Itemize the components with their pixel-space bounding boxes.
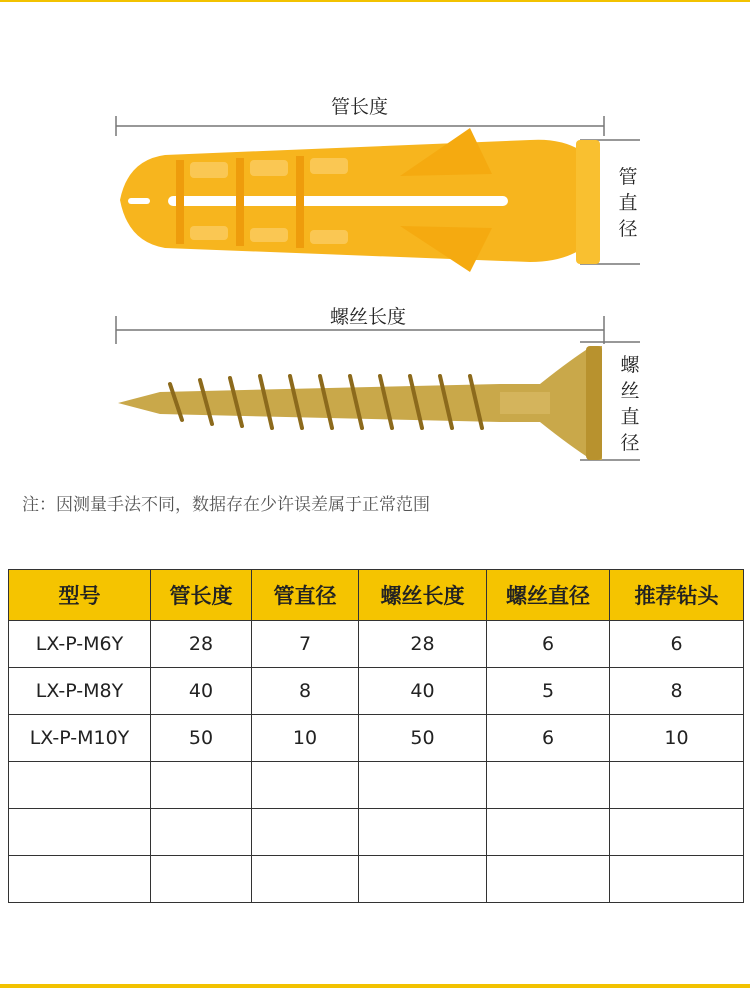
cell-anchor-length: 28	[151, 621, 252, 668]
cell-anchor-diameter: 10	[252, 715, 359, 762]
cell-anchor-diameter: 8	[252, 668, 359, 715]
cell-screw-diameter: 6	[487, 621, 610, 668]
cell-anchor-length	[151, 809, 252, 856]
table-row	[9, 668, 744, 715]
table-row	[9, 715, 744, 762]
cell-anchor-length: 50	[151, 715, 252, 762]
cell-screw-diameter	[487, 762, 610, 809]
cell-screw-length: 28	[359, 621, 487, 668]
cell-anchor-length: 40	[151, 668, 252, 715]
table-row	[9, 621, 744, 668]
header-screw-diameter: 螺丝直径	[487, 570, 610, 621]
cell-model	[9, 762, 151, 809]
header-screw-length: 螺丝长度	[359, 570, 487, 621]
cell-screw-diameter: 5	[487, 668, 610, 715]
anchor-length-dimension	[116, 116, 604, 136]
cell-anchor-diameter	[252, 809, 359, 856]
plastic-anchor-image	[120, 128, 600, 272]
anchor-length-label: 管长度	[331, 96, 389, 118]
cell-model: LX-P-M8Y	[9, 668, 151, 715]
screw-length-label: 螺丝长度	[330, 306, 407, 328]
cell-model: LX-P-M6Y	[9, 621, 151, 668]
header-model: 型号	[9, 570, 151, 621]
table-row	[9, 762, 744, 809]
cell-anchor-length	[151, 856, 252, 903]
cell-drill-bit	[610, 762, 744, 809]
header-drill-bit: 推荐钻头	[610, 570, 744, 621]
bottom-accent-line	[0, 984, 750, 988]
measurement-note: 注：因测量手法不同，数据存在少许误差属于正常范围	[22, 495, 430, 515]
cell-screw-diameter: 6	[487, 715, 610, 762]
cell-screw-length	[359, 809, 487, 856]
cell-anchor-length	[151, 762, 252, 809]
cell-screw-length	[359, 762, 487, 809]
cell-drill-bit: 8	[610, 668, 744, 715]
cell-screw-length: 50	[359, 715, 487, 762]
table-row	[9, 856, 744, 903]
cell-drill-bit: 6	[610, 621, 744, 668]
table-row	[9, 809, 744, 856]
screw-diameter-label: 螺丝直径	[620, 354, 640, 454]
screw-image	[118, 346, 602, 460]
header-anchor-diameter: 管直径	[252, 570, 359, 621]
cell-anchor-diameter: 7	[252, 621, 359, 668]
cell-anchor-diameter	[252, 856, 359, 903]
header-anchor-length: 管长度	[151, 570, 252, 621]
cell-model	[9, 856, 151, 903]
cell-model	[9, 809, 151, 856]
cell-model: LX-P-M10Y	[9, 715, 151, 762]
table-header-row	[9, 570, 744, 621]
spec-table	[8, 569, 744, 903]
anchor-diameter-label: 管直径	[618, 166, 638, 240]
cell-drill-bit: 10	[610, 715, 744, 762]
cell-drill-bit	[610, 856, 744, 903]
cell-screw-length: 40	[359, 668, 487, 715]
cell-drill-bit	[610, 809, 744, 856]
cell-anchor-diameter	[252, 762, 359, 809]
cell-screw-diameter	[487, 809, 610, 856]
cell-screw-length	[359, 856, 487, 903]
cell-screw-diameter	[487, 856, 610, 903]
